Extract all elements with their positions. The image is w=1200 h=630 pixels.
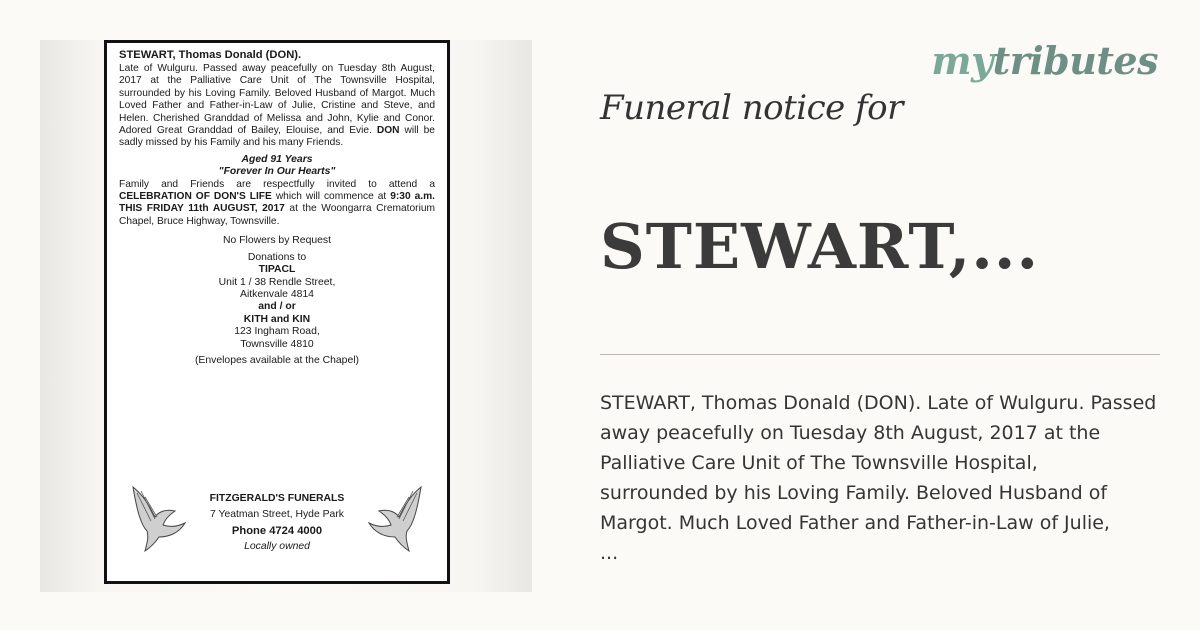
notice-text: will be sadly missed by his Family and his many Friends.	[119, 125, 435, 149]
notice-bold-text: 9:30 a.m. THIS FRIDAY 11th AUGUST, 2017	[119, 191, 435, 215]
dove-icon	[365, 481, 425, 553]
funeral-tagline: Locally owned	[244, 541, 310, 552]
funeral-home-text	[177, 491, 377, 555]
logo-tributes: tributes	[992, 38, 1158, 83]
notice-excerpt: STEWART, Thomas Donald (DON). Late of Wulguru. Passed away peacefully on Tuesday 8th August, 2017 at the Palliative Care Unit of The Townsville Hospital, surrounded by his Loving Family. Beloved Husband of Margot. Much Loved Father and Father-in-Law of Julie, ...	[600, 392, 1157, 564]
notice-bold-text: CELEBRATION OF DON'S LIFE	[119, 191, 272, 203]
notice-text: which will commence at	[275, 191, 387, 203]
notice-text: at the Woongarra Crematorium Chapel, Bruce Highway, Townsville.	[119, 203, 435, 227]
notice-org-1-address-2: Aitkenvale 4814	[240, 288, 314, 300]
notice-and-or: and / or	[258, 301, 296, 313]
notice-donations: Donations to	[247, 251, 307, 263]
divider	[600, 354, 1160, 355]
funeral-name: FITZGERALD'S FUNERALS	[209, 493, 345, 504]
notice-heading: STEWART, Thomas Donald (DON).	[119, 49, 302, 61]
funeral-phone: Phone 4724 4000	[231, 525, 323, 537]
notice-paragraph-2	[119, 179, 435, 229]
deceased-name: STEWART,...	[600, 210, 1040, 283]
funeral-notice-image	[104, 40, 450, 584]
page-label: Funeral notice for	[600, 88, 903, 128]
notice-org-1-address-1: Unit 1 / 38 Rendle Street,	[218, 276, 336, 288]
notice-org-2-address-1: 123 Ingham Road,	[234, 326, 320, 338]
notice-flowers: No Flowers by Request	[223, 235, 331, 247]
notice-paragraph-1	[119, 63, 435, 150]
notice-text: Late of Wulguru. Passed away peacefully on Tuesday 8th August, 2017 at the Palliative Care Unit of The Townsville Hospital, surrounded by his Loving Family. Beloved Husband of Margot. Much Loved Father and Father-in-Law of Julie, Cristine and Steve, and Helen. Cherished Granddad of Melissa and John, Kylie and Conor. Adored Great Granddad of Bailey, Elouise, and Evie.	[119, 63, 435, 137]
notice-age: Aged 91 Years	[241, 153, 313, 165]
notice-org-2-address-2: Townsville 4810	[240, 338, 314, 350]
notice-envelopes: (Envelopes available at the Chapel)	[194, 354, 360, 366]
logo-my: my	[931, 38, 993, 83]
notice-org-2: KITH and KIN	[243, 313, 311, 325]
notice-text: Family and Friends are respectfully invited to attend a	[119, 178, 435, 190]
mytributes-logo[interactable]	[931, 38, 1158, 83]
notice-bold-text: DON	[376, 125, 400, 137]
funeral-address: 7 Yeatman Street, Hyde Park	[209, 509, 344, 520]
notice-quote: "Forever In Our Hearts"	[218, 166, 336, 178]
funeral-home-block	[107, 481, 447, 571]
notice-org-1: TIPACL	[258, 264, 296, 276]
